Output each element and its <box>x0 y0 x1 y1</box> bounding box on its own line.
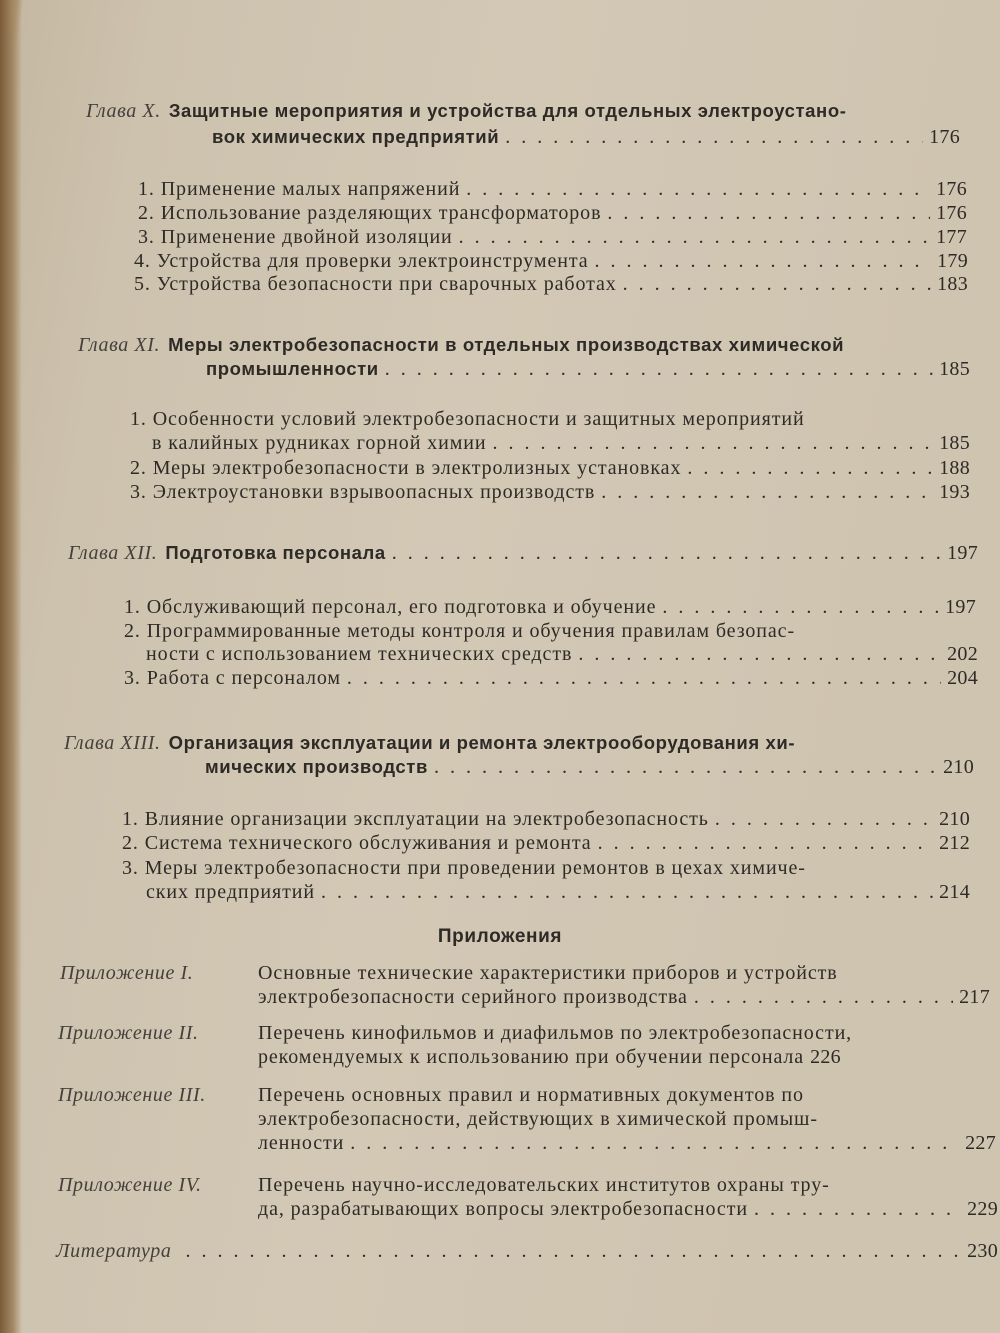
appendix-1-title: Основные технические характеристики приборов и устройств <box>258 962 838 984</box>
chapter-11-heading-cont <box>206 358 970 381</box>
section-13-3-cont <box>146 881 970 904</box>
chapter-10-heading <box>86 100 960 123</box>
section-12-2-title-cont: ности с использованием технических средств <box>146 643 573 665</box>
chapter-11-title: Меры электробезопасности в отдельных производствах химической <box>168 334 845 355</box>
section-12-2-cont <box>146 643 978 666</box>
section-13-2 <box>122 832 970 855</box>
chapter-11-heading <box>78 334 964 357</box>
section-10-5-page: 183 <box>937 273 968 295</box>
appendix-3-page: 227 <box>965 1132 996 1154</box>
appendix-3-cont-2 <box>258 1132 996 1155</box>
chapter-13-heading <box>64 732 974 755</box>
chapter-11-title-cont: промышленности <box>206 358 379 379</box>
section-12-2-title: 2. Программированные методы контроля и обучения правилам безопас- <box>124 620 795 642</box>
appendix-2-title-cont: рекомендуемых к использованию при обучении персонала <box>258 1046 805 1068</box>
appendix-4-label: Приложение IV. <box>58 1174 202 1196</box>
chapter-10-label: Глава X. <box>86 100 161 122</box>
chapter-11-page: 185 <box>939 358 970 380</box>
section-11-1-page: 185 <box>939 432 970 454</box>
section-10-3 <box>138 226 967 249</box>
section-13-2-page: 212 <box>939 832 970 854</box>
chapter-13-label: Глава XIII. <box>64 732 161 754</box>
appendix-2-page: 226 <box>810 1046 841 1068</box>
section-13-1-title: 1. Влияние организации эксплуатации на электробезопасность <box>122 808 709 830</box>
section-10-2-page: 176 <box>936 202 967 224</box>
appendix-3-title: Перечень основных правил и нормативных документов по <box>258 1084 804 1106</box>
appendix-3-cont <box>258 1108 994 1131</box>
section-11-1-title-cont: в калийных рудниках горной химии <box>152 432 487 454</box>
section-13-3-title: 3. Меры электробезопасности при проведении ремонтов в цехах химиче- <box>122 857 806 879</box>
section-12-1-title: 1. Обслуживающий персонал, его подготовка и обучение <box>124 596 657 618</box>
section-12-1 <box>124 596 976 619</box>
appendix-3-label: Приложение III. <box>58 1084 206 1106</box>
section-11-1-title: 1. Особенности условий электробезопасности и защитных мероприятий <box>130 408 805 430</box>
section-11-1 <box>130 408 970 431</box>
appendix-4-page: 229 <box>967 1198 998 1220</box>
section-12-2 <box>124 620 978 643</box>
section-11-2-page: 188 <box>939 457 970 479</box>
appendix-4-cont <box>258 1198 998 1221</box>
appendix-1-title-cont: электробезопасности серийного производства <box>258 986 688 1008</box>
chapter-13-heading-cont <box>205 756 974 779</box>
section-10-1-page: 176 <box>936 178 967 200</box>
chapter-12-title: Подготовка персонала <box>165 542 386 563</box>
section-13-1-page: 210 <box>939 808 970 830</box>
section-10-3-page: 177 <box>936 226 967 248</box>
appendix-3-title-cont: электробезопасности, действующих в химической промыш- <box>258 1108 818 1130</box>
section-10-4 <box>134 250 968 273</box>
appendix-1 <box>60 962 990 985</box>
chapter-12-label: Глава XII. <box>68 542 158 564</box>
chapter-10-heading-cont <box>212 126 960 149</box>
section-13-3-page: 214 <box>939 881 970 903</box>
appendices-heading: Приложения <box>437 926 563 947</box>
section-12-3 <box>124 667 978 690</box>
section-12-3-page: 204 <box>947 667 978 689</box>
appendix-3-title-cont-2: ленности <box>258 1132 345 1154</box>
chapter-10-page: 176 <box>929 126 960 148</box>
section-13-2-title: 2. Система технического обслуживания и ремонта <box>122 832 592 854</box>
section-11-3-title: 3. Электроустановки взрывоопасных производств <box>130 481 596 503</box>
chapter-13-title-cont: мических производств <box>205 756 428 777</box>
section-11-2 <box>130 457 970 480</box>
appendix-4-title: Перечень научно-исследовательских институтов охраны тру- <box>258 1174 830 1196</box>
chapter-13-title: Организация эксплуатации и ремонта электрооборудования хи- <box>168 732 796 753</box>
literature-label: Литература <box>56 1240 172 1262</box>
section-10-4-title: 4. Устройства для проверки электроинструмента <box>134 250 589 272</box>
section-10-1 <box>138 178 967 201</box>
appendix-1-page: 217 <box>959 986 990 1008</box>
chapter-12-page: 197 <box>947 542 978 564</box>
chapter-13-page: 210 <box>943 756 974 778</box>
section-11-3 <box>130 481 970 504</box>
section-10-1-title: 1. Применение малых напряжений <box>138 178 461 200</box>
section-10-2 <box>138 202 967 225</box>
section-10-4-page: 179 <box>937 250 968 272</box>
appendix-2-cont <box>258 1046 992 1069</box>
appendix-1-cont <box>258 986 990 1009</box>
chapter-11-label: Глава XI. <box>78 334 161 356</box>
section-12-2-page: 202 <box>947 643 978 665</box>
appendix-4 <box>58 1174 996 1197</box>
appendix-3 <box>58 1084 994 1107</box>
appendix-4-title-cont: да, разрабатывающих вопросы электробезопасности <box>258 1198 748 1220</box>
section-11-2-title: 2. Меры электробезопасности в электролизных установках <box>130 457 682 479</box>
appendix-1-label: Приложение I. <box>60 962 194 984</box>
section-13-3 <box>122 857 970 880</box>
chapter-10-title: Защитные мероприятия и устройства для отдельных электроустано- <box>168 100 847 121</box>
appendix-2-title: Перечень кинофильмов и диафильмов по электробезопасности, <box>258 1022 853 1044</box>
section-12-1-page: 197 <box>945 596 976 618</box>
section-10-5-title: 5. Устройства безопасности при сварочных работах <box>134 273 617 295</box>
literature-page: 230 <box>967 1240 998 1262</box>
section-13-1 <box>122 808 970 831</box>
section-11-3-page: 193 <box>939 481 970 503</box>
appendix-2-label: Приложение II. <box>58 1022 199 1044</box>
section-10-5 <box>134 273 968 296</box>
chapter-12-heading <box>68 542 978 565</box>
section-10-3-title: 3. Применение двойной изоляции <box>138 226 453 248</box>
section-12-3-title: 3. Работа с персоналом <box>124 667 341 689</box>
appendix-2 <box>58 1022 992 1045</box>
section-10-2-title: 2. Использование разделяющих трансформаторов <box>138 202 602 224</box>
chapter-10-title-cont: вок химических предприятий <box>212 126 500 147</box>
section-13-3-title-cont: ских предприятий <box>146 881 315 903</box>
section-11-1-cont <box>152 432 970 455</box>
literature-entry <box>56 1240 998 1263</box>
